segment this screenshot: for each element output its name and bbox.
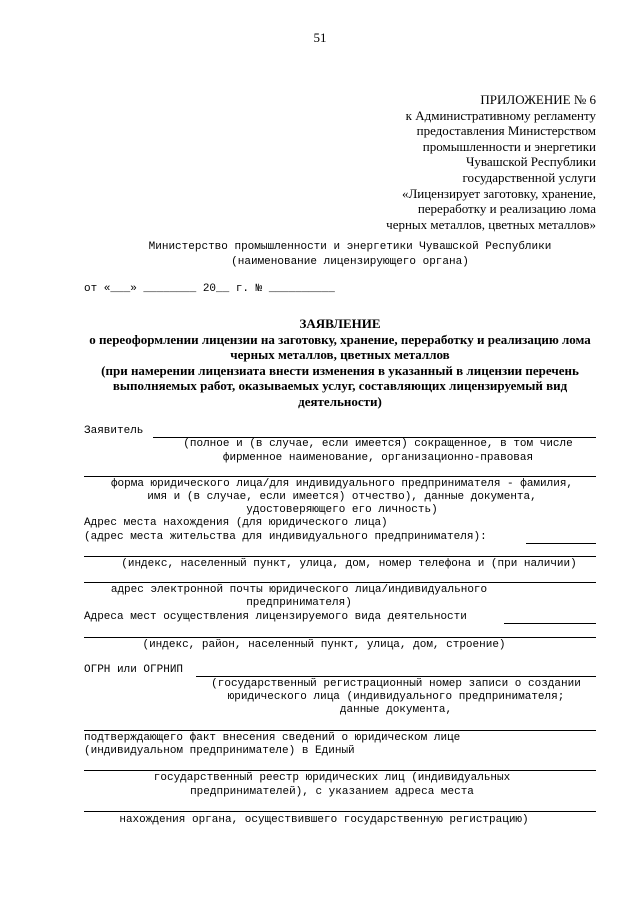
- activity-address-caption: (индекс, район, населенный пункт, улица, дом, строение): [142, 639, 506, 651]
- activity-address-field-line[interactable]: [84, 637, 596, 638]
- appendix-line: переработку и реализацию лома: [417, 201, 596, 217]
- page-number: 51: [313, 30, 327, 45]
- authority-caption: (наименование лицензирующего органа): [231, 256, 469, 268]
- registry-caption: государственный реестр юридических лиц (индивидуальных: [153, 772, 511, 784]
- applicant-caption: фирменное наименование, организационно-правовая: [222, 452, 534, 464]
- appendix-line: к Административному регламенту: [405, 107, 596, 123]
- address-short-field-line[interactable]: [526, 543, 596, 544]
- ogrn-caption: юридического лица (индивидуального предпринимателя;: [227, 691, 565, 703]
- address-label: (адрес места жительства для индивидуального предпринимателя):: [84, 531, 487, 543]
- confirm-field-line[interactable]: [84, 730, 596, 731]
- statement-note: (при намерении лицензиата внести изменения в указанный в лицензии перечень: [101, 363, 579, 378]
- address-field-line[interactable]: [84, 556, 596, 557]
- statement-heading: ЗАЯВЛЕНИЕ: [299, 316, 381, 331]
- authority-name: Министерство промышленности и энергетики Чувашской Республики: [148, 241, 552, 253]
- ogrn-caption: (государственный регистрационный номер записи о создании: [211, 678, 581, 690]
- appendix-line: государственной услуги: [462, 169, 596, 185]
- statement-subtitle: черных металлов, цветных металлов: [230, 347, 450, 362]
- appendix-line: ПРИЛОЖЕНИЕ № 6: [480, 92, 596, 107]
- legal-form-field-line[interactable]: [84, 476, 596, 477]
- applicant-caption: (полное и (в случае, если имеется) сокращенное, в том числе: [183, 438, 573, 450]
- activity-address-short-field-line[interactable]: [504, 623, 596, 624]
- applicant-label: Заявитель: [84, 425, 144, 437]
- legal-form-caption: имя и (в случае, если имеется) отчество), данные документа,: [147, 491, 537, 503]
- confirm-text: подтверждающего факт внесения сведений о юридическом лице: [84, 732, 461, 744]
- appendix-block: [386, 92, 596, 232]
- email-caption: предпринимателя): [246, 597, 352, 609]
- appendix-line: Чувашской Республики: [465, 154, 596, 170]
- activity-address-label: Адреса мест осуществления лицензируемого вида деятельности: [84, 611, 467, 623]
- appendix-line: черных металлов, цветных металлов»: [386, 216, 596, 232]
- email-caption: адрес электронной почты юридического лица/индивидуального: [110, 584, 488, 596]
- legal-form-caption: форма юридического лица/для индивидуального предпринимателя - фамилия,: [110, 478, 574, 490]
- address-caption: (индекс, населенный пункт, улица, дом, номер телефона и (при наличии): [121, 558, 577, 570]
- statement-note: деятельности): [298, 394, 382, 409]
- ogrn-caption: данные документа,: [339, 704, 453, 716]
- ogrn-label: ОГРН или ОГРНИП: [84, 664, 184, 676]
- date-number-line: от «___» ________ 20__ г. № __________: [84, 283, 335, 295]
- registry-field-line[interactable]: [84, 770, 596, 771]
- statement-note: выполняемых работ, оказываемых услуг, составляющих лицензируемый вид: [112, 378, 568, 393]
- legal-form-caption: удостоверяющего его личность): [246, 504, 438, 516]
- address-label: Адрес места нахождения (для юридического лица): [84, 517, 388, 529]
- registration-field-line[interactable]: [84, 811, 596, 812]
- appendix-line: предоставления Министерством: [416, 123, 596, 139]
- ogrn-field-line[interactable]: [196, 676, 596, 677]
- registration-caption: нахождения органа, осуществившего государственную регистрацию): [119, 814, 529, 826]
- statement-subtitle: о переоформлении лицензии на заготовку, хранение, переработку и реализацию лома: [89, 332, 591, 347]
- appendix-line: «Лицензирует заготовку, хранение,: [401, 185, 596, 201]
- registry-caption: предпринимателей), с указанием адреса места: [190, 786, 474, 798]
- email-field-line[interactable]: [84, 582, 596, 583]
- confirm-text: (индивидуальном предпринимателе) в Единый: [84, 745, 355, 757]
- appendix-line: промышленности и энергетики: [422, 138, 596, 154]
